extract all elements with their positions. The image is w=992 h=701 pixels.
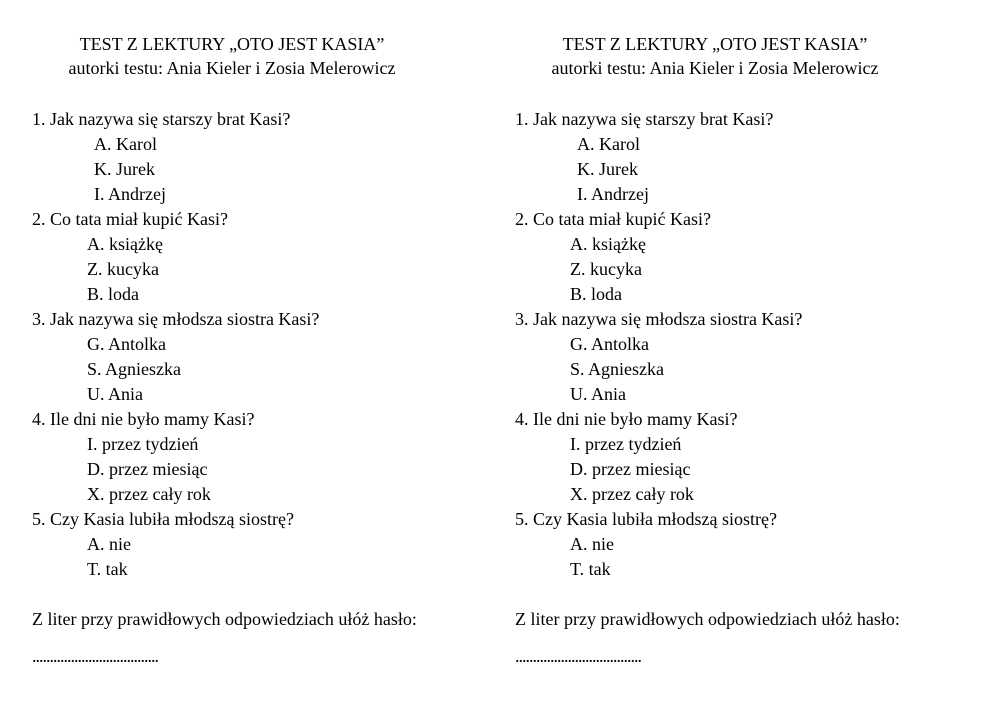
answer-3a: G. Antolka xyxy=(87,334,166,354)
answer-3a: G. Antolka xyxy=(570,334,649,354)
answer-5b: T. tak xyxy=(570,559,611,579)
answer-4a: I. przez tydzień xyxy=(87,434,199,454)
answer-3b: S. Agnieszka xyxy=(87,359,181,379)
answer-3b: S. Agnieszka xyxy=(570,359,664,379)
answer-5b: T. tak xyxy=(87,559,128,579)
answer-2c: B. loda xyxy=(570,284,622,304)
answer-4b: D. przez miesiąc xyxy=(570,459,691,479)
question-3: 3. Jak nazywa się młodsza siostra Kasi? xyxy=(515,309,803,329)
answer-2b: Z. kucyka xyxy=(87,259,159,279)
test-authors: autorki testu: Ania Kieler i Zosia Melerowicz xyxy=(68,58,396,78)
answer-blank-line: .................................... xyxy=(32,646,158,666)
test-authors: autorki testu: Ania Kieler i Zosia Melerowicz xyxy=(551,58,879,78)
question-2: 2. Co tata miał kupić Kasi? xyxy=(32,209,228,229)
question-3: 3. Jak nazywa się młodsza siostra Kasi? xyxy=(32,309,320,329)
question-4: 4. Ile dni nie było mamy Kasi? xyxy=(515,409,738,429)
worksheet-copy-right xyxy=(515,32,975,669)
answer-4c: X. przez cały rok xyxy=(87,484,211,504)
test-title: TEST Z LEKTURY „OTO JEST KASIA” xyxy=(562,34,868,54)
worksheet-copy-left xyxy=(32,32,492,669)
answer-2a: A. książkę xyxy=(570,234,646,254)
answer-1a: A. Karol xyxy=(577,134,640,154)
answer-1c: I. Andrzej xyxy=(577,184,649,204)
question-list xyxy=(32,107,492,582)
answer-1b: K. Jurek xyxy=(577,159,638,179)
answer-blank-line: .................................... xyxy=(515,646,641,666)
answer-1a: A. Karol xyxy=(94,134,157,154)
question-4: 4. Ile dni nie było mamy Kasi? xyxy=(32,409,255,429)
answer-2c: B. loda xyxy=(87,284,139,304)
answer-4b: D. przez miesiąc xyxy=(87,459,208,479)
answer-3c: U. Ania xyxy=(87,384,143,404)
answer-1c: I. Andrzej xyxy=(94,184,166,204)
answer-4a: I. przez tydzień xyxy=(570,434,682,454)
question-1: 1. Jak nazywa się starszy brat Kasi? xyxy=(515,109,774,129)
question-5: 5. Czy Kasia lubiła młodszą siostrę? xyxy=(515,509,777,529)
answer-1b: K. Jurek xyxy=(94,159,155,179)
answer-5a: A. nie xyxy=(570,534,614,554)
answer-2a: A. książkę xyxy=(87,234,163,254)
question-list xyxy=(515,107,975,582)
question-2: 2. Co tata miał kupić Kasi? xyxy=(515,209,711,229)
question-1: 1. Jak nazywa się starszy brat Kasi? xyxy=(32,109,291,129)
answer-3c: U. Ania xyxy=(570,384,626,404)
test-title: TEST Z LEKTURY „OTO JEST KASIA” xyxy=(79,34,385,54)
answer-4c: X. przez cały rok xyxy=(570,484,694,504)
question-5: 5. Czy Kasia lubiła młodszą siostrę? xyxy=(32,509,294,529)
answer-5a: A. nie xyxy=(87,534,131,554)
answer-2b: Z. kucyka xyxy=(570,259,642,279)
password-instruction: Z liter przy prawidłowych odpowiedziach ułóż hasło: xyxy=(515,609,900,629)
password-instruction: Z liter przy prawidłowych odpowiedziach ułóż hasło: xyxy=(32,609,417,629)
